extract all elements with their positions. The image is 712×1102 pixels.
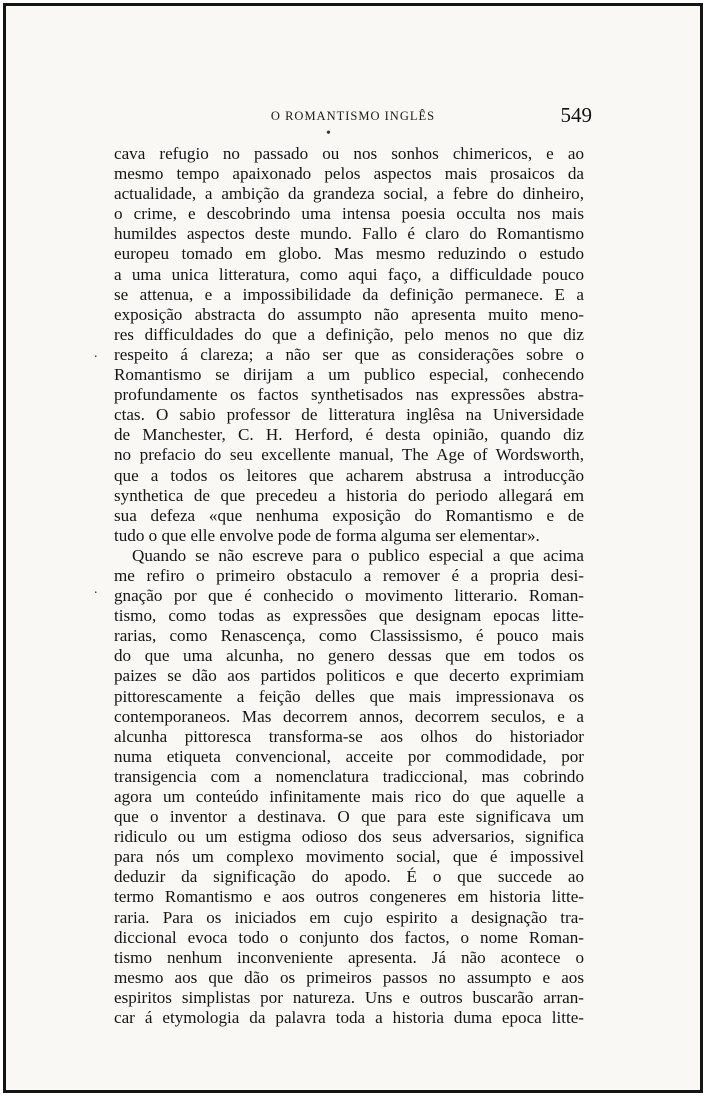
page-number: 549 <box>560 103 592 127</box>
text-line: pittorescamente a feição delles que mais impressionava os <box>114 686 584 706</box>
text-line: Romantismo se dirijam a um publico especial, conhecendo <box>114 365 584 385</box>
running-header <box>114 103 592 130</box>
text-line: humildes aspectos deste mundo. Fallo é claro do Romantismo <box>114 224 584 244</box>
text-line: transigencia com a nomenclatura tradiccional, mas cobrindo <box>114 766 584 786</box>
text-line: paizes se dão aos partidos politicos e que decerto exprimiam <box>114 666 584 686</box>
text-line: diccional evoca todo o conjunto dos factos, o nome Roman- <box>114 927 584 947</box>
text-line: cava refugio no passado ou nos sonhos chimericos, e ao <box>114 144 584 163</box>
text-line: respeito á clareza; a não ser que as considerações sobre o <box>114 344 584 364</box>
text-line: de Manchester, C. H. Herford, é desta opinião, quando diz <box>114 425 584 445</box>
text-line: a uma unica litteratura, como aqui faço, a difficuldade pouco <box>114 264 584 284</box>
text-line: que a todos os leitores que acharem abstrusa a introducção <box>114 465 584 485</box>
text-line: contemporaneos. Mas decorrem annos, decorrem seculos, e a <box>114 706 584 726</box>
text-line: deduzir da significação do apodo. É o que succede ao <box>114 867 584 887</box>
text-line: o crime, e descobrindo uma intensa poesia occulta nos mais <box>114 204 584 224</box>
margin-speck-mark: . <box>94 346 98 361</box>
text-line: ctas. O sabio professor de litteratura inglêsa na Universidade <box>114 405 584 425</box>
body-text <box>114 144 584 1028</box>
book-page <box>3 3 703 1093</box>
text-line: sua defeza «que nenhuma exposição do Romantismo e de <box>114 505 584 525</box>
text-line: se attenua, e a impossibilidade da definição permanece. E a <box>114 284 584 304</box>
running-title: O ROMANTISMO INGLÊS <box>270 109 436 123</box>
text-line: rarias, como Renascença, como Classissismo, é pouco mais <box>114 626 584 646</box>
text-line: mesmo tempo apaixonado pelos aspectos mais prosaicos da <box>114 164 584 184</box>
text-line: ridiculo ou um estigma odioso dos seus adversarios, significa <box>114 827 584 847</box>
text-line: europeu tomado em globo. Mas mesmo reduzindo o estudo <box>114 244 584 264</box>
text-line: espiritos simplistas por natureza. Uns e outros buscarão arran- <box>114 987 584 1007</box>
text-line: tismo, como todas as expressões que designam epocas litte- <box>114 606 584 626</box>
text-line: no prefacio do seu excellente manual, The Age of Wordsworth, <box>114 445 584 465</box>
text-line: numa etiqueta convencional, acceite por commodidade, por <box>114 746 584 766</box>
text-line: synthetica de que precedeu a historia do periodo allegará em <box>114 485 584 505</box>
text-line: agora um conteúdo infinitamente mais rico do que aquelle a <box>114 787 584 806</box>
text-line: raria. Para os iniciados em cujo espirito a designação tra- <box>114 907 584 927</box>
text-line: alcunha pittoresca transforma-se aos olhos do historiador <box>114 726 584 746</box>
text-line: actualidade, a ambição da grandeza social, a febre do dinheiro, <box>114 184 584 204</box>
text-line: tismo nenhum inconveniente apresenta. Já não acontece o <box>114 947 584 967</box>
text-line: do que uma alcunha, no genero dessas que em todos os <box>114 646 584 666</box>
text-line: tudo o que elle envolve pode de forma alguma ser elementar». <box>114 525 540 545</box>
text-line: Quando se não escreve para o publico especial a que acima <box>132 545 584 565</box>
text-line: gnação por que é conhecido o movimento litterario. Roman- <box>114 586 584 606</box>
print-speck-mark: • <box>326 126 331 141</box>
text-line: mesmo aos que dão os primeiros passos no assumpto e aos <box>114 967 584 987</box>
text-line: exposição abstracta do assumpto não apresenta muito meno- <box>114 304 584 324</box>
text-line: me refiro o primeiro obstaculo a remover é a propria desi- <box>114 565 584 585</box>
text-line: car á etymologia da palavra toda a historia duma epoca litte- <box>114 1008 584 1028</box>
text-line: termo Romantismo e aos outros congeneres em historia litte- <box>114 887 584 907</box>
margin-speck-mark: . <box>94 582 98 597</box>
text-line: res difficuldades do que a definição, pelo menos no que diz <box>114 324 584 344</box>
text-line: que o inventor a destinava. O que para este significava um <box>114 807 584 827</box>
text-line: para nós um complexo movimento social, que é impossivel <box>114 847 584 867</box>
text-line: profundamente os factos synthetisados nas expressões abstra- <box>114 385 584 405</box>
